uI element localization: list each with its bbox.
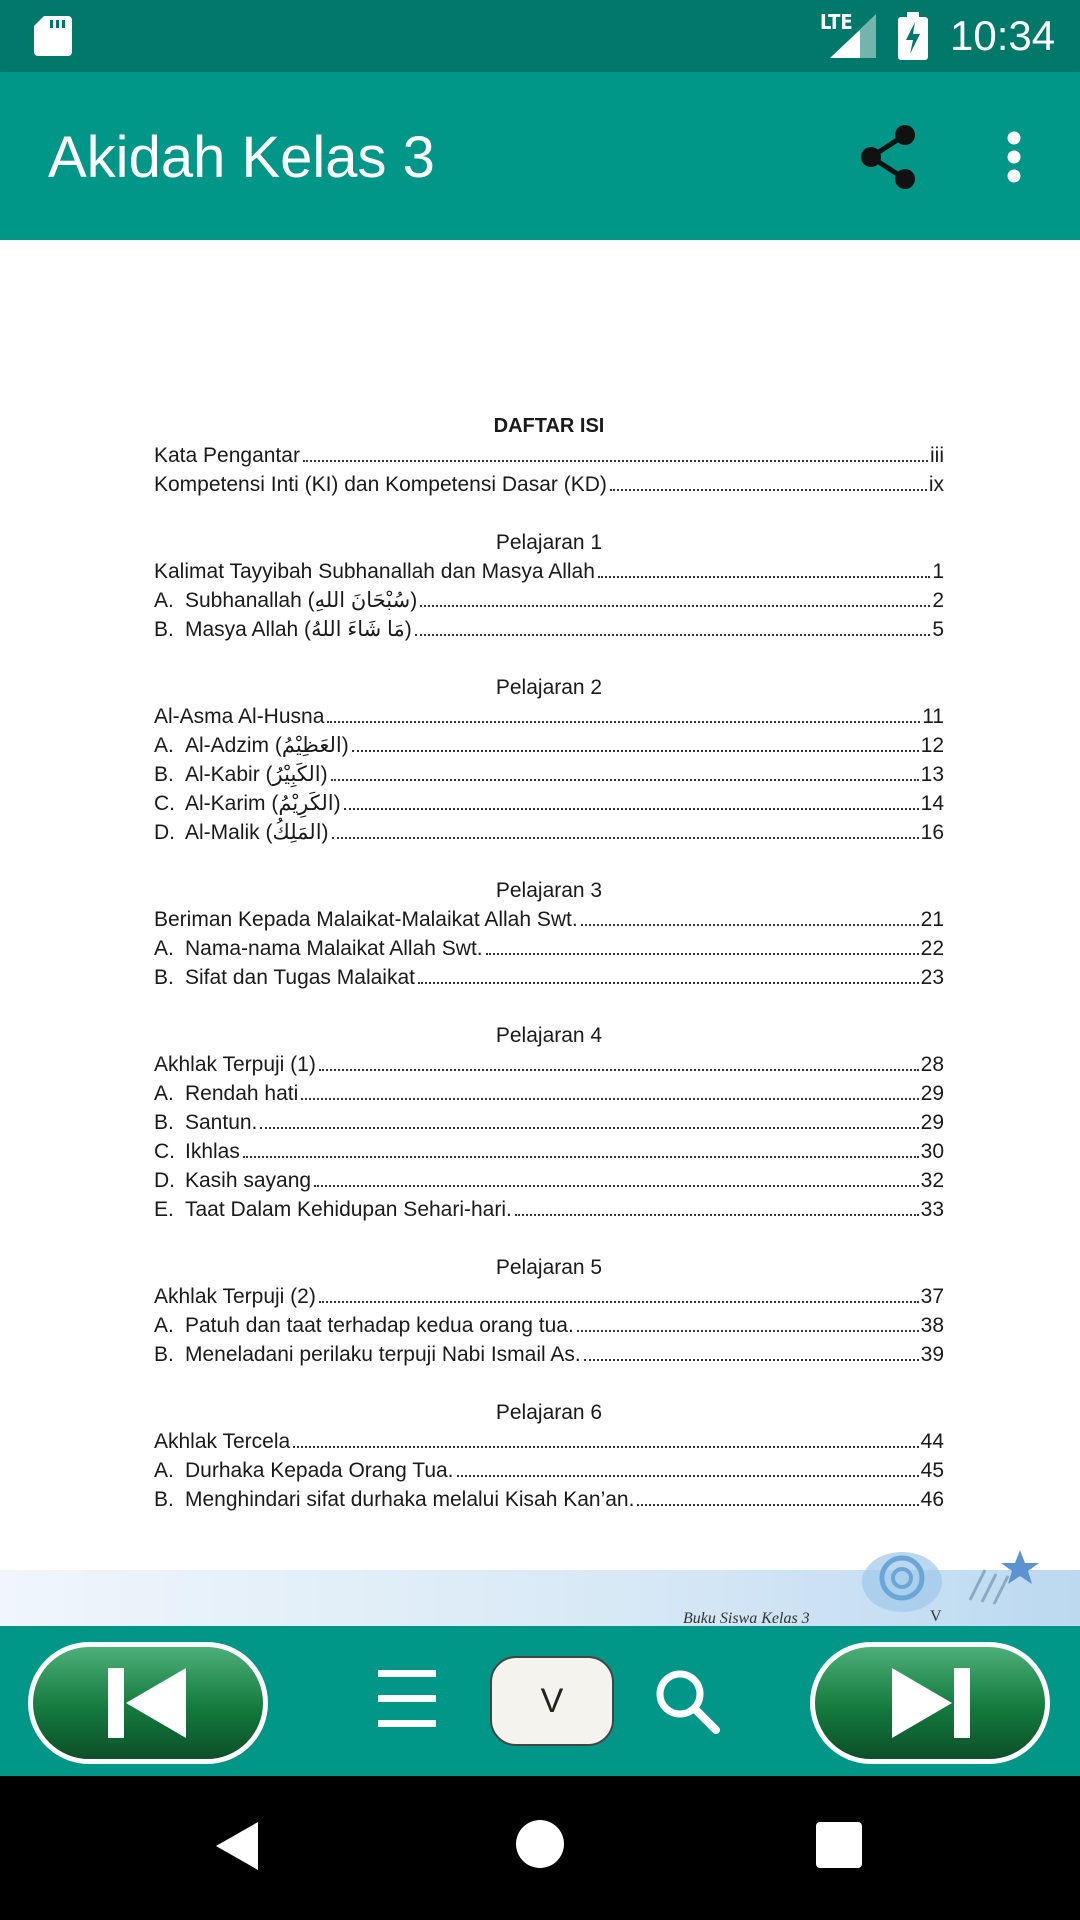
toc-page-number: 45 [920, 1459, 944, 1482]
toc-entry-text: Beriman Kepada Malaikat-Malaikat Allah Swt. [154, 908, 578, 931]
more-options-button[interactable] [990, 122, 1038, 192]
toc-subentry-letter: B. [154, 618, 174, 641]
toc-entry-text: Al-Malik (المَلِكُ) [185, 821, 329, 844]
toc-page-number: 28 [920, 1053, 944, 1076]
toc-leader [332, 837, 919, 839]
toc-leader [584, 1359, 919, 1361]
toc-entry[interactable] [154, 702, 944, 731]
search-icon[interactable] [652, 1666, 722, 1736]
toc-entry-text: Al-Kabir (الكَبِيْرُ) [185, 763, 328, 786]
toc-page-number: 44 [920, 1430, 944, 1453]
more-vert-icon [1006, 131, 1022, 183]
toc-subentry-letter: B. [154, 1488, 174, 1511]
share-icon [859, 125, 919, 189]
toc-subentry[interactable] [154, 760, 944, 789]
toc-entry-text: Al-Adzim (العَظِيْمُ) [185, 734, 349, 757]
toc-entry-text: Meneladani perilaku terpuji Nabi Ismail As. [185, 1343, 581, 1366]
toc-leader [415, 634, 931, 636]
toc-leader [314, 1185, 919, 1187]
system-navigation-bar [0, 1776, 1080, 1920]
toc-subentry[interactable] [154, 1485, 944, 1514]
section-title: Pelajaran 3 [495, 879, 603, 902]
toc-leader [327, 721, 920, 723]
toc-page-number: 23 [920, 966, 944, 989]
toc-subentry-letter: A. [154, 1314, 174, 1337]
toc-subentry[interactable] [154, 1456, 944, 1485]
toc-page-number: 32 [920, 1169, 944, 1192]
toc-page-number: 16 [920, 821, 944, 844]
toc-entry-text: Durhaka Kepada Orang Tua. [185, 1459, 454, 1482]
toc-page-number: 37 [920, 1285, 944, 1308]
toc-page-number: 33 [920, 1198, 944, 1221]
toc-page-number: 1 [932, 560, 944, 583]
toc-subentry-letter: E. [154, 1198, 174, 1221]
toc-entry-text: Taat Dalam Kehidupan Sehari-hari. [185, 1198, 512, 1221]
reader-toolbar [0, 1626, 1080, 1776]
sd-card-icon [34, 16, 72, 56]
toc-page-number: 29 [920, 1111, 944, 1134]
toc-page-number: 13 [920, 763, 944, 786]
toc-entry-text: Santun. [185, 1111, 258, 1134]
toc-subentry-letter: D. [154, 821, 175, 844]
toc-page-number: 30 [920, 1140, 944, 1163]
toc-subentry-letter: A. [154, 1082, 174, 1105]
section-title: Pelajaran 1 [495, 531, 603, 554]
current-page-indicator[interactable]: V [490, 1656, 614, 1746]
toc-leader [457, 1475, 919, 1477]
toc-subentry-letter: B. [154, 966, 174, 989]
toc-page-number: 39 [920, 1343, 944, 1366]
toc-subentry-letter: A. [154, 589, 174, 612]
toc-subentry-letter: B. [154, 1111, 174, 1134]
toc-subentry[interactable] [154, 1340, 944, 1369]
toc-leader [344, 808, 919, 810]
toc-page-number: 2 [932, 589, 944, 612]
skip-next-icon [886, 1666, 974, 1740]
toc-subentry-letter: C. [154, 792, 175, 815]
toc-entry-text: Kalimat Tayyibah Subhanallah dan Masya Allah [154, 560, 595, 583]
toc-subentry[interactable] [154, 586, 944, 615]
toc-subentry[interactable] [154, 1166, 944, 1195]
toc-leader [486, 953, 919, 955]
toc-subentry[interactable] [154, 818, 944, 847]
toc-subentry[interactable] [154, 789, 944, 818]
share-button[interactable] [854, 122, 924, 192]
section-title: Pelajaran 2 [495, 676, 603, 699]
toc-subentry[interactable] [154, 1311, 944, 1340]
toc-entry-text: Patuh dan taat terhadap kedua orang tua. [185, 1314, 574, 1337]
battery-charging-icon [898, 12, 928, 60]
toc-page-number: 29 [920, 1082, 944, 1105]
network-type-label: LTE [820, 10, 853, 34]
toc-entry-text: Kompetensi Inti (KI) dan Kompetensi Dasar (KD) [154, 473, 607, 496]
toc-entry-text: Akhlak Terpuji (2) [154, 1285, 316, 1308]
toc-leader [331, 779, 919, 781]
toc-subentry[interactable] [154, 731, 944, 760]
recent-apps-icon[interactable] [816, 1822, 862, 1868]
toc-leader [515, 1214, 919, 1216]
back-icon[interactable] [212, 1820, 262, 1872]
toc-subentry-letter: A. [154, 937, 174, 960]
toc-entry-text: Kata Pengantar [154, 444, 300, 467]
toc-page-number: 5 [932, 618, 944, 641]
toc-page-number: 14 [920, 792, 944, 815]
toc-leader [293, 1446, 918, 1448]
toc-subentry-letter: A. [154, 1459, 174, 1482]
toc-page-number: 21 [920, 908, 944, 931]
signal-icon [830, 14, 876, 58]
toc-leader [598, 576, 930, 578]
app-title: Akidah Kelas 3 [48, 125, 435, 190]
toc-subentry[interactable] [154, 1108, 944, 1137]
toc-entry-text: Nama-nama Malaikat Allah Swt. [185, 937, 483, 960]
toc-page-number: 11 [922, 705, 944, 728]
toc-title: DAFTAR ISI [493, 415, 605, 437]
toc-leader [319, 1301, 919, 1303]
toc-leader [319, 1069, 919, 1071]
toc-subentry[interactable] [154, 934, 944, 963]
toc-entry[interactable] [154, 1282, 944, 1311]
toc-page-number: 38 [920, 1314, 944, 1337]
toc-page-number: ix [928, 473, 944, 496]
toc-entry[interactable] [154, 905, 944, 934]
toc-subentry[interactable] [154, 1079, 944, 1108]
toc-subentry[interactable] [154, 1195, 944, 1224]
toc-subentry-letter: A. [154, 734, 174, 757]
toc-subentry[interactable] [154, 1137, 944, 1166]
toc-page-number: 46 [920, 1488, 944, 1511]
toc-page-number: iii [930, 444, 944, 467]
toc-subentry[interactable] [154, 615, 944, 644]
skip-previous-icon [104, 1666, 192, 1740]
page-footer-book-title: Buku Siswa Kelas 3 [683, 1610, 810, 1626]
toc-leader [301, 1098, 918, 1100]
clock: 10:34 [950, 12, 1056, 59]
toc-leader [610, 489, 927, 491]
page-footer-page-number: V [930, 1608, 942, 1625]
toc-entry-text: Akhlak Terpuji (1) [154, 1053, 316, 1076]
toc-leader [243, 1156, 919, 1158]
toc-leader [352, 750, 919, 752]
table-of-contents [154, 412, 944, 1514]
toc-entry-text: Rendah hati [185, 1082, 299, 1105]
toc-subentry-letter: B. [154, 1343, 174, 1366]
toc-subentry-letter: D. [154, 1169, 175, 1192]
status-bar [0, 0, 1080, 72]
section-title: Pelajaran 4 [495, 1024, 603, 1047]
home-icon[interactable] [516, 1820, 564, 1868]
toc-entry[interactable] [154, 470, 944, 499]
previous-page-button[interactable] [28, 1642, 268, 1764]
toc-leader [303, 460, 928, 462]
toc-entry[interactable] [154, 557, 944, 586]
toc-entry-text: Al-Karim (الكَرِيْمُ) [185, 792, 341, 815]
toc-subentry[interactable] [154, 963, 944, 992]
toc-subentry-letter: C. [154, 1140, 175, 1163]
toc-entry-text: Ikhlas [185, 1140, 240, 1163]
toc-entry-text: Sifat dan Tugas Malaikat [185, 966, 415, 989]
toc-page-number: 22 [920, 937, 944, 960]
toc-subentry-letter: B. [154, 763, 174, 786]
toc-entry-text: Masya Allah (مَا شَاءَ اللهُ) [185, 618, 412, 641]
toc-leader [418, 982, 919, 984]
toc-entry-text: Al-Asma Al-Husna [154, 705, 325, 728]
app-bar [0, 72, 1080, 240]
toc-entry-text: Menghindari sifat durhaka melalui Kisah Kan’an. [185, 1488, 635, 1511]
toc-leader [637, 1504, 918, 1506]
toc-entry[interactable] [154, 441, 944, 470]
toc-entry-text: Akhlak Tercela [154, 1430, 291, 1453]
section-title: Pelajaran 6 [495, 1401, 603, 1424]
menu-icon[interactable] [378, 1666, 436, 1730]
toc-page-number: 12 [920, 734, 944, 757]
toc-entry-text: Kasih sayang [185, 1169, 312, 1192]
next-page-button[interactable] [810, 1642, 1050, 1764]
toc-leader [420, 605, 930, 607]
toc-leader [260, 1127, 918, 1129]
toc-leader [581, 924, 919, 926]
footer-decoration-icon [850, 1530, 1050, 1626]
toc-leader [577, 1330, 919, 1332]
toc-entry-text: Subhanallah (سُبْحَانَ اللهِ) [185, 589, 418, 612]
toc-entry[interactable] [154, 1050, 944, 1079]
section-title: Pelajaran 5 [495, 1256, 603, 1279]
toc-entry[interactable] [154, 1427, 944, 1456]
document-page[interactable] [0, 240, 1080, 1626]
